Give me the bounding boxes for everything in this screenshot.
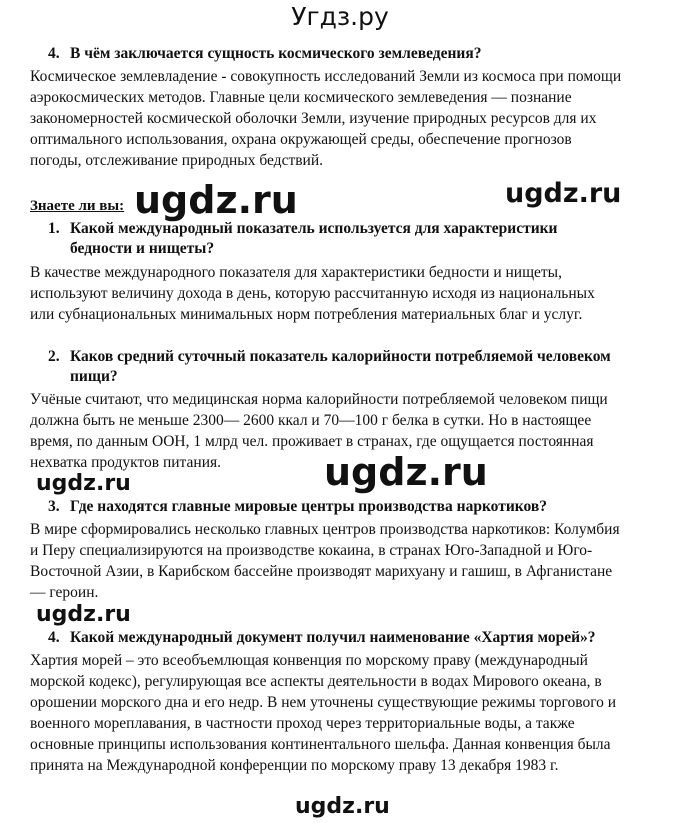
answer-line: нехватка продуктов питания. (30, 454, 221, 471)
watermark: ugdz.ru (36, 602, 131, 627)
answer-line: или субнациональных минимальных норм потребления материальных благ и услуг. (30, 306, 583, 323)
answer-line: — героин. (30, 584, 99, 601)
answer-line: основные принципы использования континентального шельфа. Данная конвенция была (30, 736, 611, 753)
answer-line: В качестве международного показателя для характеристики бедности и нищеты, (30, 264, 562, 281)
question-number: 2. (48, 348, 60, 365)
answer-line: закономерностей космической оболочки Земли, изучение природных ресурсов для их (30, 110, 597, 127)
answer-line: оптимального использования, охрана окружающей среды, обеспечение прогнозов (30, 131, 572, 148)
section-title: Знаете ли вы: (30, 198, 125, 214)
question-number: 1. (48, 220, 60, 237)
watermark: ugdz.ru (505, 178, 622, 209)
question-text-continued: бедности и нищеты? (70, 240, 215, 257)
answer-line: и Перу специализируются на производстве кокаина, в странах Юго-Западной и Юго- (30, 542, 593, 559)
answer-line: аэрокосмических методов. Главные цели космического землеведения — познание (30, 89, 572, 106)
question-text: Каков средний суточный показатель калорийности потребляемой человеком (70, 348, 611, 365)
question-number: 4. (48, 45, 60, 62)
answer-paragraph (30, 66, 658, 171)
site-header: Угдз.ру (291, 2, 389, 31)
watermark: ugdz.ru (295, 794, 390, 819)
question-text-continued: пищи? (70, 368, 118, 385)
answer-line: военного мореплавания, в частности проход через территориальные воды, а также (30, 715, 575, 732)
question-text: Какой международный показатель используется для характеристики (70, 220, 558, 237)
answer-paragraph (30, 650, 658, 776)
question-heading (48, 219, 650, 259)
answer-line: Космическое землевладение - совокупность исследований Земли из космоса при помощи (30, 68, 622, 85)
question-heading (48, 347, 650, 387)
question-number: 4. (48, 629, 60, 646)
question-heading (48, 628, 650, 648)
answer-line: должна быть не меньше 2300— 2600 ккал и 70—100 г белка в сутки. Но в настоящее (30, 412, 592, 429)
question-heading (48, 44, 650, 64)
answer-paragraph (30, 262, 658, 325)
watermark: ugdz.ru (134, 178, 298, 222)
question-text: В чём заключается сущность космического землеведения? (70, 45, 482, 62)
question-heading (48, 497, 650, 517)
answer-line: используют величину дохода в день, которую рассчитанную исходя из национальных (30, 285, 595, 302)
answer-line: Хартия морей – это всеобъемлющая конвенция по морскому праву (международный (30, 652, 588, 669)
question-number: 3. (48, 498, 60, 515)
answer-line: В мире сформировались несколько главных центров производства наркотиков: Колумбия (30, 521, 620, 538)
question-text: Какой международный документ получил наименование «Хартия морей»? (70, 629, 596, 646)
answer-line: Восточной Азии, в Карибском бассейне производят марихуану и гашиш, в Афганистане (30, 563, 613, 580)
question-text: Где находятся главные мировые центры производства наркотиков? (70, 498, 547, 515)
answer-line: морской кодекс), регулирующая все аспекты деятельности в водах Мирового океана, в (30, 673, 602, 690)
answer-line: принята на Международной конференции по морскому праву 13 декабря 1983 г. (30, 757, 559, 774)
answer-line: Учёные считают, что медицинская норма калорийности потребляемой человеком пищи (30, 391, 608, 408)
answer-line: погоды, отслеживание природных бедствий. (30, 152, 324, 169)
watermark: ugdz.ru (324, 450, 488, 494)
answer-line: время, по данным ООН, 1 млрд чел. проживает в странах, где ощущается постоянная (30, 433, 594, 450)
answer-paragraph (30, 519, 658, 603)
answer-line: орошении морского дна и его недр. В нем уточнены существующие режимы торгового и (30, 694, 617, 711)
watermark: ugdz.ru (36, 471, 131, 496)
